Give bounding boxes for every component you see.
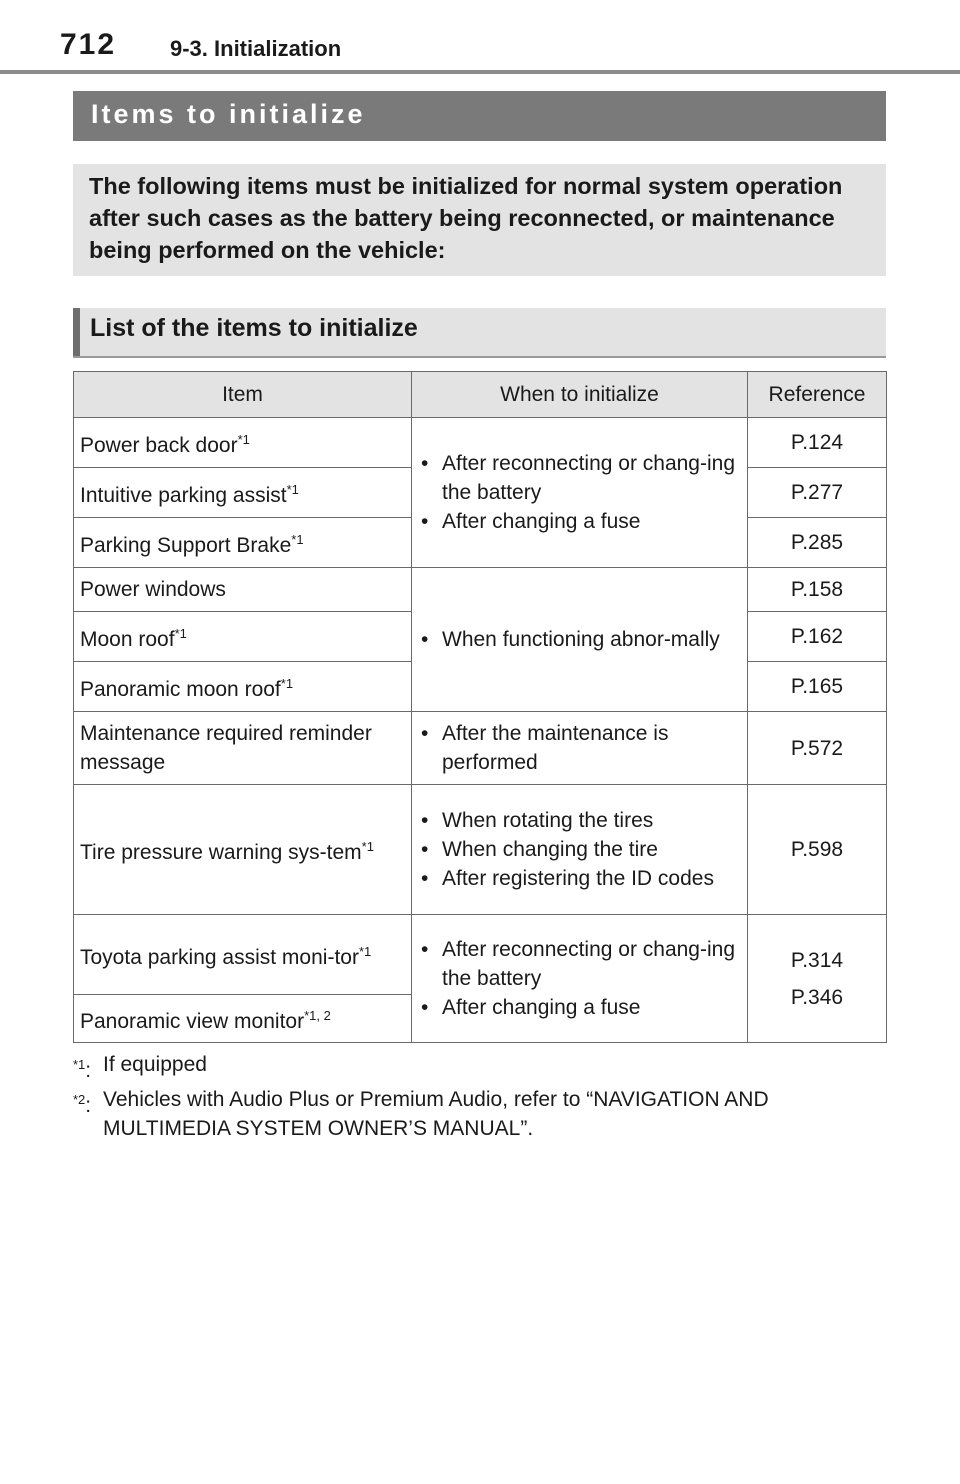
when-cell (412, 568, 748, 712)
intro-text: The following items must be initialized for normal system operation after such cases as the battery being reconnected, or maintenance being performed on the vehicle: (89, 173, 843, 263)
items-table (73, 371, 887, 1043)
when-list (418, 719, 743, 777)
when-list (418, 625, 743, 654)
footnote-ref: *1 (286, 482, 299, 497)
title-bar (73, 91, 886, 141)
reference-cell: P.598 (748, 785, 887, 915)
footnotes (73, 1050, 886, 1149)
heading-accent (73, 308, 80, 356)
item-name: Power windows (80, 578, 226, 601)
item-name: Intuitive parking assist (80, 484, 287, 507)
item-name: Tire pressure warning sys-tem (80, 841, 362, 864)
footnote-text: If equipped (103, 1053, 207, 1076)
list-item: • After changing a fuse (418, 507, 743, 536)
list-heading-bar (73, 308, 886, 358)
footnote (73, 1050, 886, 1082)
footnote-text: Vehicles with Audio Plus or Premium Audio, refer to “NAVIGATION AND MULTIMEDIA SYSTEM OWNER’S MANUAL”. (103, 1088, 769, 1140)
list-item: • When rotating the tires (418, 806, 743, 835)
footnote-ref: *1 (174, 626, 187, 641)
list-item: • When changing the tire (418, 835, 743, 864)
footnote-mark: $^{*1}$: (73, 1057, 92, 1082)
list-item: • After changing a fuse (418, 993, 743, 1022)
item-name: Power back door (80, 434, 238, 457)
reference-cell: P.277 (748, 468, 887, 518)
header-when: When to initialize (412, 372, 748, 418)
table-row (74, 712, 887, 785)
footnote-ref: *1 (361, 839, 374, 854)
reference-value: P.346 (790, 985, 844, 1009)
item-cell (74, 468, 412, 518)
list-item: • After registering the ID codes (418, 864, 743, 893)
table-header-row (74, 372, 887, 418)
page-title: Items to initialize (91, 99, 366, 129)
list-item: • When functioning abnor-mally (418, 625, 743, 654)
item-cell (74, 785, 412, 915)
item-cell (74, 612, 412, 662)
when-cell (412, 712, 748, 785)
intro-box (73, 164, 886, 276)
reference-cell: P.158 (748, 568, 887, 612)
footnote (73, 1085, 886, 1143)
section-label: 9-3. Initialization (170, 36, 342, 61)
item-name: Parking Support Brake (80, 534, 292, 557)
when-cell (412, 418, 748, 568)
item-cell (74, 712, 412, 785)
list-item: • After reconnecting or chang-ing the battery (418, 935, 743, 993)
table-row (74, 418, 887, 468)
item-cell (74, 915, 412, 995)
footnote-ref: *1 (358, 944, 372, 959)
footnote-ref: *1 (291, 532, 304, 547)
header-item: Item (74, 372, 412, 418)
list-item: • After reconnecting or chang-ing the battery (418, 449, 743, 507)
item-cell (74, 995, 412, 1043)
reference-value: P.314 (790, 948, 844, 972)
page-header (0, 0, 960, 76)
reference-cell: P.285 (748, 518, 887, 568)
table-row (74, 915, 887, 995)
item-cell (74, 518, 412, 568)
footnote-ref: *1, 2 (304, 1008, 331, 1023)
item-cell (74, 568, 412, 612)
reference-cell: P.162 (748, 612, 887, 662)
page-number: 712 (60, 28, 117, 61)
table-row (74, 568, 887, 612)
reference-cell: P.165 (748, 662, 887, 712)
footnote-ref: *1 (280, 676, 294, 691)
list-item: • After the maintenance is performed (418, 719, 743, 777)
item-cell (74, 418, 412, 468)
item-name: Toyota parking assist moni-tor (80, 946, 359, 969)
footnote-mark: $^{*2}$: (73, 1092, 92, 1117)
when-list (418, 806, 743, 893)
when-list (418, 935, 743, 1022)
list-heading: List of the items to initialize (90, 314, 418, 342)
item-cell (74, 662, 412, 712)
footnote-ref: *1 (237, 432, 250, 447)
reference-cell: P.124 (748, 418, 887, 468)
when-cell (412, 785, 748, 915)
when-list (418, 449, 743, 536)
table-row (74, 785, 887, 915)
reference-cell (748, 915, 887, 1043)
header-reference: Reference (748, 372, 887, 418)
item-name: Panoramic view monitor (80, 1010, 305, 1033)
header-rule (0, 70, 960, 74)
item-name: Moon roof (80, 628, 175, 651)
item-name: Panoramic moon roof (80, 678, 281, 701)
reference-cell: P.572 (748, 712, 887, 785)
when-cell (412, 915, 748, 1043)
item-name: Maintenance required reminder message (80, 722, 372, 774)
